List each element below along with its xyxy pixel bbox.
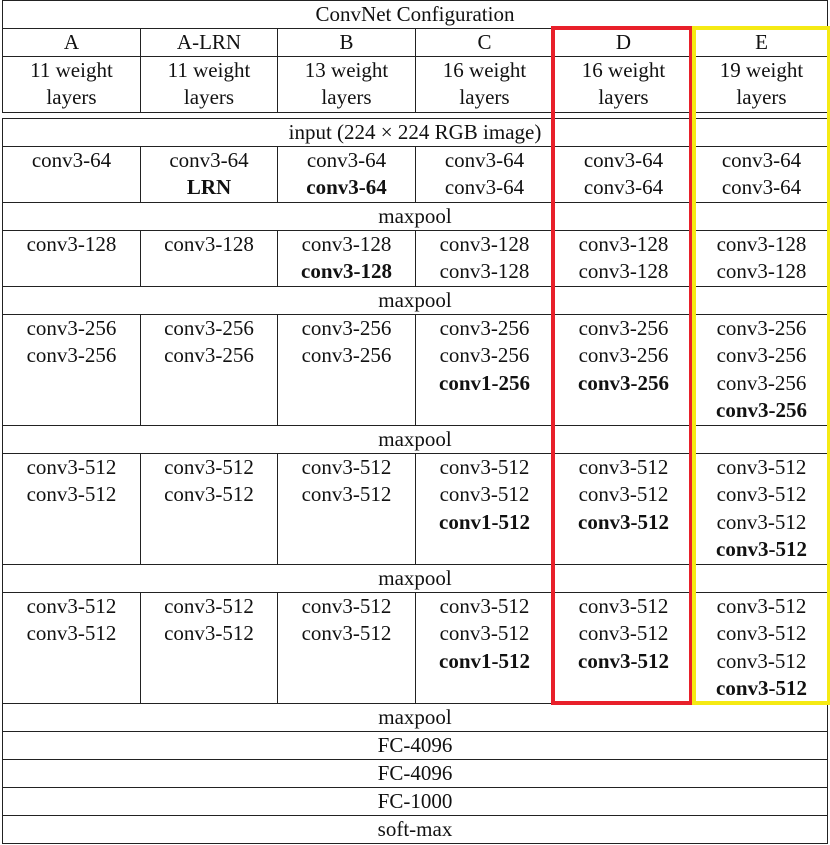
pool-row	[3, 426, 827, 454]
layer-label: conv3-64	[306, 175, 387, 200]
layer-cell-a	[3, 147, 140, 202]
tail-layer-label: FC-1000	[377, 789, 453, 813]
weight-layers-text: 16 weight	[581, 58, 666, 82]
layer-label: conv3-512	[578, 648, 669, 673]
column-description-a-lrn	[140, 57, 277, 112]
weight-layers-text: 16 weight	[442, 58, 527, 82]
layer-cell-e	[693, 231, 829, 286]
input-row	[3, 118, 827, 147]
layer-label: conv3-64	[31, 148, 112, 172]
weight-layers-text: 13 weight	[304, 58, 389, 82]
layer-label: conv3-64	[169, 148, 249, 172]
column-name: C	[477, 30, 492, 54]
layer-label: conv3-512	[301, 594, 392, 618]
weight-layers-text: layers	[459, 85, 510, 110]
maxpool-label: maxpool	[378, 427, 452, 451]
column-header-e	[693, 29, 829, 56]
layer-cell-a	[3, 231, 140, 286]
layer-label: conv3-64	[721, 175, 802, 200]
layer-cell-c	[415, 454, 553, 564]
tail-row	[3, 788, 827, 816]
column-descriptions-row	[3, 57, 827, 113]
layer-label: conv3-512	[301, 482, 392, 507]
layer-cell-e	[693, 593, 829, 703]
layer-label: conv3-128	[578, 232, 669, 256]
layer-label: conv3-128	[26, 232, 117, 256]
layer-cell-e	[693, 315, 829, 425]
layer-cell-b	[277, 315, 415, 425]
maxpool-label: maxpool	[378, 705, 452, 729]
layer-cell-b	[277, 231, 415, 286]
layers-table	[2, 118, 828, 844]
weight-layers-text: layers	[598, 85, 649, 110]
layer-label: conv3-512	[578, 455, 669, 479]
layer-label: conv3-512	[578, 509, 669, 534]
layer-label: conv3-512	[716, 675, 807, 700]
column-names-row	[3, 29, 827, 57]
layer-label: conv3-512	[301, 455, 392, 479]
layer-cell-d	[553, 454, 693, 564]
layer-label: conv3-256	[301, 343, 392, 368]
layer-label: conv3-256	[164, 343, 254, 368]
layer-label: conv3-64	[583, 148, 664, 172]
layer-label: conv3-512	[26, 482, 117, 507]
layer-label: conv3-64	[306, 148, 387, 172]
column-description-c	[415, 57, 553, 112]
layer-label: conv3-512	[301, 621, 392, 646]
layer-label: conv3-512	[716, 455, 807, 479]
layer-label: LRN	[186, 175, 232, 200]
layer-label: conv3-256	[716, 397, 807, 422]
layer-cell-b	[277, 454, 415, 564]
layer-label: conv3-512	[164, 455, 254, 479]
column-name: D	[615, 30, 632, 54]
configuration-header-table	[2, 0, 828, 113]
layer-label: conv3-512	[716, 594, 807, 618]
layer-label: conv3-256	[26, 343, 117, 368]
layer-label: conv1-512	[439, 648, 530, 673]
tail-row	[3, 760, 827, 788]
layer-label: conv3-512	[716, 509, 807, 534]
layer-label: conv3-128	[301, 259, 392, 284]
layer-label: conv3-128	[716, 232, 807, 256]
layer-label: conv3-512	[716, 648, 807, 673]
column-description-a	[3, 57, 140, 112]
column-header-c	[415, 29, 553, 56]
layer-label: conv3-256	[164, 316, 254, 340]
layer-label: conv3-512	[439, 594, 530, 618]
layer-label: conv3-512	[164, 621, 254, 646]
layer-label: conv3-256	[26, 316, 117, 340]
weight-layers-text: layers	[321, 85, 372, 110]
layer-label: conv3-256	[578, 343, 669, 368]
layer-label: conv3-512	[26, 621, 117, 646]
table-title: ConvNet Configuration	[315, 2, 515, 26]
layer-cell-c	[415, 593, 553, 703]
column-header-b	[277, 29, 415, 56]
title-row	[3, 0, 827, 29]
layer-label: conv3-128	[439, 232, 530, 256]
layer-label: conv3-512	[716, 482, 807, 507]
conv-block-3	[3, 315, 827, 426]
layer-cell-a	[3, 593, 140, 703]
layer-cell-e	[693, 454, 829, 564]
column-description-b	[277, 57, 415, 112]
layer-label: conv3-256	[716, 343, 807, 368]
layer-label: conv3-512	[26, 594, 117, 618]
layer-label: conv3-512	[578, 482, 669, 507]
layer-cell-c	[415, 147, 553, 202]
layer-label: conv1-256	[439, 370, 530, 395]
layer-cell-a-lrn	[140, 315, 277, 425]
layer-label: conv3-512	[578, 594, 669, 618]
layer-cell-a-lrn	[140, 231, 277, 286]
layer-label: conv3-64	[444, 148, 525, 172]
layer-label: conv3-128	[301, 232, 392, 256]
tail-layer-label: soft-max	[377, 817, 453, 841]
layer-label: conv3-256	[716, 316, 807, 340]
layer-label: conv3-256	[578, 316, 669, 340]
layer-label: conv3-64	[721, 148, 802, 172]
layer-label: conv3-256	[578, 370, 669, 395]
layer-label: conv3-512	[578, 621, 669, 646]
layer-cell-b	[277, 593, 415, 703]
layer-label: conv3-128	[439, 259, 530, 284]
layer-label: conv3-512	[164, 594, 254, 618]
weight-layers-text: layers	[736, 85, 787, 110]
layer-cell-a-lrn	[140, 147, 277, 202]
maxpool-label: maxpool	[378, 204, 452, 228]
layer-label: conv3-512	[439, 621, 530, 646]
layer-cell-d	[553, 147, 693, 202]
conv-block-2	[3, 231, 827, 287]
layer-cell-d	[553, 231, 693, 286]
layer-cell-a-lrn	[140, 454, 277, 564]
layer-label: conv3-256	[716, 370, 807, 395]
layer-label: conv3-512	[164, 482, 254, 507]
column-name: A-LRN	[176, 30, 242, 54]
input-label: input (224 × 224 RGB image)	[288, 120, 542, 144]
column-name: B	[339, 30, 354, 54]
layer-label: conv3-64	[444, 175, 525, 200]
layer-cell-e	[693, 147, 829, 202]
layer-cell-d	[553, 593, 693, 703]
maxpool-label: maxpool	[378, 288, 452, 312]
layer-label: conv3-512	[439, 482, 530, 507]
column-header-d	[553, 29, 693, 56]
layer-cell-b	[277, 147, 415, 202]
pool-row	[3, 565, 827, 593]
column-header-a-lrn	[140, 29, 277, 56]
layer-cell-d	[553, 315, 693, 425]
column-name: A	[63, 30, 80, 54]
weight-layers-text: layers	[46, 85, 97, 110]
layer-label: conv3-512	[716, 536, 807, 561]
layer-cell-c	[415, 231, 553, 286]
layer-cell-a	[3, 454, 140, 564]
layer-label: conv3-512	[26, 455, 117, 479]
tail-layer-label: FC-4096	[377, 733, 453, 757]
layer-label: conv3-64	[583, 175, 664, 200]
layer-label: conv3-256	[439, 343, 530, 368]
conv-block-4	[3, 454, 827, 565]
layer-cell-a-lrn	[140, 593, 277, 703]
pool-row	[3, 203, 827, 231]
weight-layers-text: 11 weight	[30, 58, 113, 82]
tail-row	[3, 816, 827, 844]
layer-label: conv3-128	[578, 259, 669, 284]
layer-cell-a	[3, 315, 140, 425]
conv-block-5	[3, 593, 827, 704]
maxpool-label: maxpool	[378, 566, 452, 590]
layer-cell-c	[415, 315, 553, 425]
layer-label: conv1-512	[439, 509, 530, 534]
layer-label: conv3-256	[439, 316, 530, 340]
column-name: E	[755, 30, 768, 54]
tail-layer-label: FC-4096	[377, 761, 453, 785]
pool-row	[3, 704, 827, 732]
conv-block-1	[3, 147, 827, 203]
column-description-d	[553, 57, 693, 112]
column-description-e	[693, 57, 829, 112]
tail-row	[3, 732, 827, 760]
weight-layers-text: layers	[183, 85, 235, 110]
layer-label: conv3-512	[716, 621, 807, 646]
layer-label: conv3-256	[301, 316, 392, 340]
column-header-a	[3, 29, 140, 56]
weight-layers-text: 19 weight	[719, 58, 804, 82]
layer-label: conv3-128	[164, 232, 254, 256]
layer-label: conv3-512	[439, 455, 530, 479]
layer-label: conv3-128	[716, 259, 807, 284]
pool-row	[3, 287, 827, 315]
weight-layers-text: 11 weight	[167, 58, 251, 82]
